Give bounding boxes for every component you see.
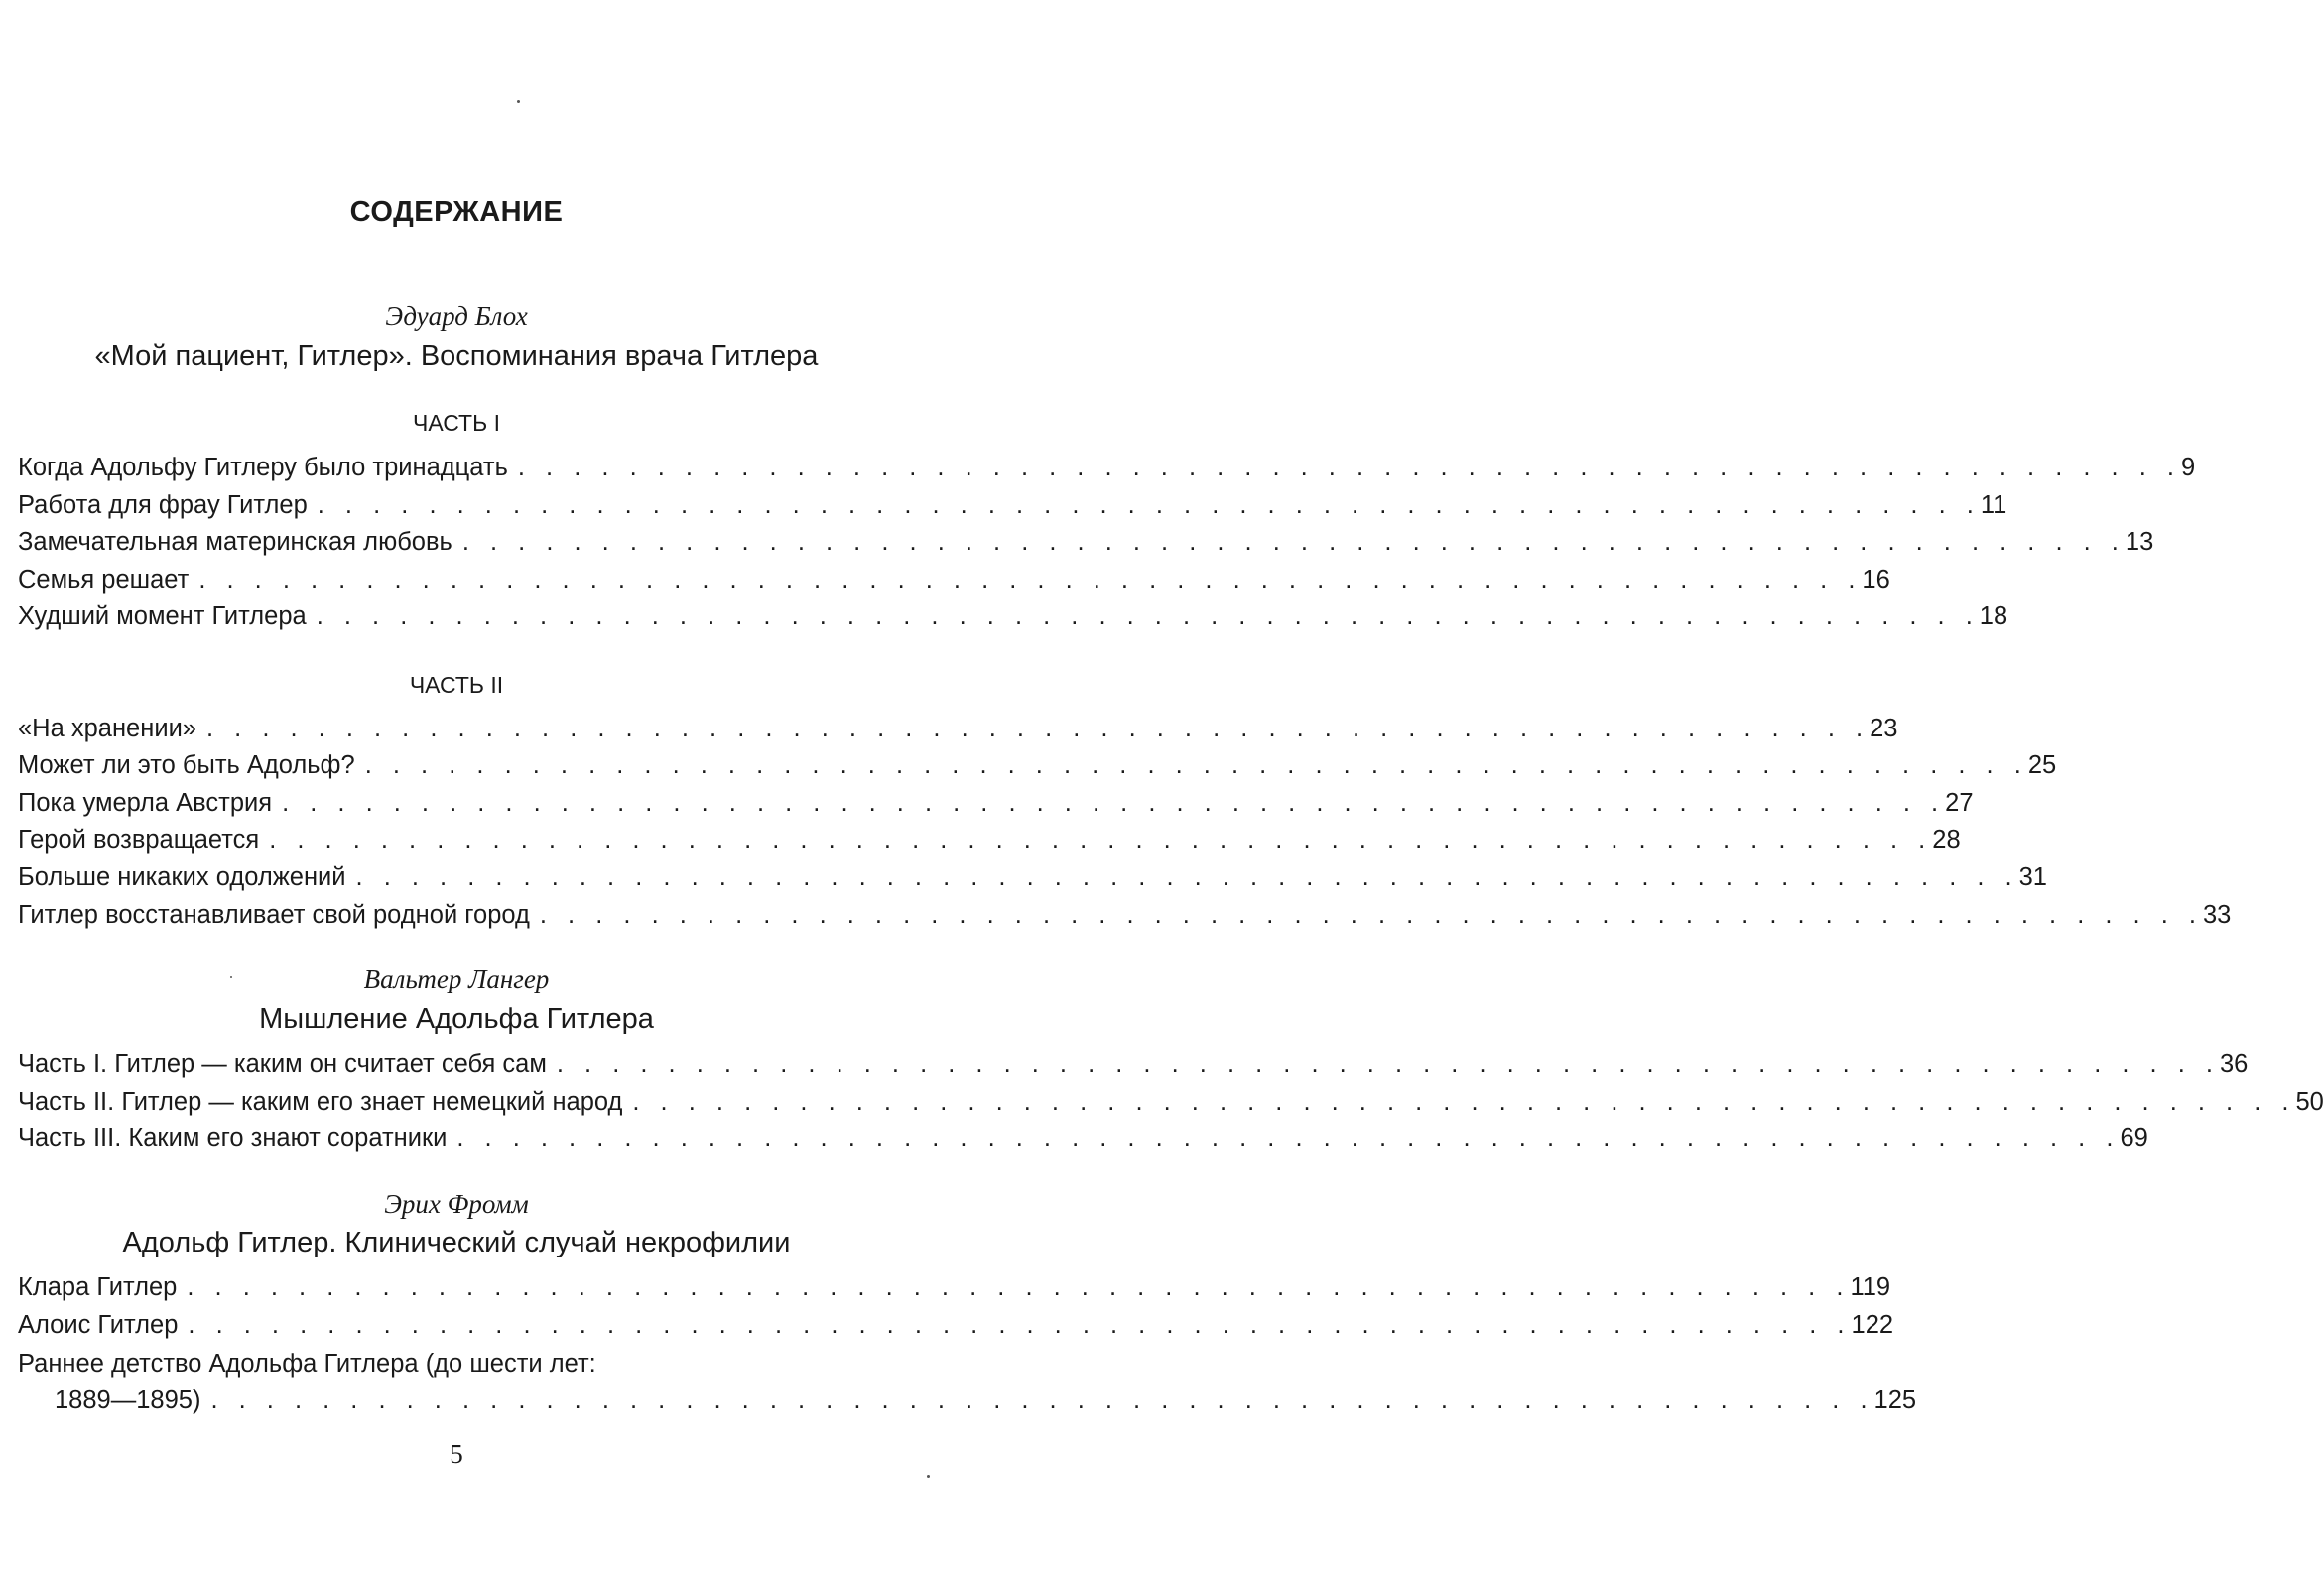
toc-entry-page: 36: [2219, 1050, 2249, 1078]
toc-entry-page: 13: [2125, 528, 2154, 556]
leader-dots: . . . . . . . . . . . . . . . . . . . . . . . . . . . . . . . . . . . . . . . . . . . . . . . . . . . . . . . . . . . .: [364, 751, 2028, 779]
toc-entry[interactable]: [18, 454, 2196, 489]
section-book-title: «Мой пациент, Гитлер». Воспоминания врача Гитлера: [94, 340, 819, 372]
toc-entry-page: 119: [1850, 1273, 1891, 1301]
toc-entry-title: Работа для фрау Гитлер: [18, 491, 308, 519]
toc-entry[interactable]: [18, 1050, 2249, 1086]
toc-entry-title: Худший момент Гитлера: [18, 602, 307, 630]
toc-entry[interactable]: [18, 901, 2232, 937]
toc-entry-title: Алоис Гитлер: [18, 1311, 179, 1339]
print-speck: [927, 1475, 930, 1478]
toc-entry[interactable]: [18, 602, 2008, 638]
section-author: Эдуард Блох: [385, 301, 528, 331]
toc-entry-title: Клара Гитлер: [18, 1273, 178, 1301]
toc-entry-title: Замечательная материнская любовь: [18, 528, 452, 556]
leader-dots: . . . . . . . . . . . . . . . . . . . . . . . . . . . . . . . . . . . . . . . . . . . . . . . . . . . . . . . . . . . .: [282, 789, 1946, 817]
page-number: 5: [450, 1439, 463, 1469]
leader-dots: . . . . . . . . . . . . . . . . . . . . . . . . . . . . . . . . . . . . . . . . . . . . . . . . . . . . . . . . . . . .: [456, 1125, 2121, 1152]
leader-dots: . . . . . . . . . . . . . . . . . . . . . . . . . . . . . . . . . . . . . . . . . . . . . . . . . . . . . . . . . . . .: [188, 1311, 1852, 1339]
section-book-title: Адольф Гитлер. Клинический случай некрофилии: [122, 1227, 791, 1258]
toc-entry-title[interactable]: Раннее детство Адольфа Гитлера (до шести лет:: [18, 1350, 596, 1378]
part-heading: ЧАСТЬ I: [413, 410, 500, 436]
leader-dots: . . . . . . . . . . . . . . . . . . . . . . . . . . . . . . . . . . . . . . . . . . . . . . . . . . . . . . . . . . . .: [198, 566, 1863, 594]
toc-entry-continuation: 1889—1895): [55, 1387, 201, 1414]
toc-entry-page: 11: [1980, 491, 2007, 519]
section-author: Вальтер Лангер: [363, 964, 550, 993]
toc-entry[interactable]: [18, 1273, 1891, 1309]
toc-entry[interactable]: [18, 528, 2154, 564]
toc-entry-page: 69: [2120, 1125, 2148, 1152]
toc-entry[interactable]: [18, 1088, 2324, 1124]
leader-dots: . . . . . . . . . . . . . . . . . . . . . . . . . . . . . . . . . . . . . . . . . . . . . . . . . . . . . . . . . . . .: [539, 901, 2203, 929]
toc-entry-title: Когда Адольфу Гитлеру было тринадцать: [18, 454, 508, 481]
toc-entry-page: 25: [2027, 751, 2057, 779]
toc-entry-page: 33: [2202, 901, 2232, 929]
toc-entry-page: 9: [2180, 454, 2196, 481]
leader-dots: . . . . . . . . . . . . . . . . . . . . . . . . . . . . . . . . . . . . . . . . . . . . . . . . . . . . . . . . . . . .: [317, 491, 1981, 519]
toc-entry-page: 27: [1945, 789, 1974, 817]
section-book-title: Мышление Адольфа Гитлера: [259, 1003, 654, 1035]
leader-dots: . . . . . . . . . . . . . . . . . . . . . . . . . . . . . . . . . . . . . . . . . . . . . . . . . . . . . . . . . . . .: [187, 1273, 1851, 1301]
toc-entry-title: «На хранении»: [18, 715, 196, 742]
leader-dots: . . . . . . . . . . . . . . . . . . . . . . . . . . . . . . . . . . . . . . . . . . . . . . . . . . . . . . . . . . . .: [206, 715, 1871, 742]
toc-entry[interactable]: [55, 1387, 1917, 1422]
toc-entry[interactable]: [18, 715, 1898, 750]
leader-dots: . . . . . . . . . . . . . . . . . . . . . . . . . . . . . . . . . . . . . . . . . . . . . . . . . . . . . . . . . . . .: [355, 863, 2019, 891]
toc-entry-page: 125: [1873, 1387, 1917, 1414]
toc-entry[interactable]: [18, 566, 1890, 601]
toc-entry-title: Герой возвращается: [18, 826, 260, 854]
toc-entry-page: 50: [2295, 1088, 2324, 1116]
toc-entry-title: Часть II. Гитлер — каким его знает немецкий народ: [18, 1088, 623, 1116]
print-speck: [517, 100, 520, 103]
part-heading: ЧАСТЬ II: [409, 672, 504, 698]
toc-entry[interactable]: [18, 751, 2057, 787]
toc-entry-page: 122: [1851, 1311, 1894, 1339]
toc-entry-title: Гитлер восстанавливает свой родной город: [18, 901, 530, 929]
leader-dots: . . . . . . . . . . . . . . . . . . . . . . . . . . . . . . . . . . . . . . . . . . . . . . . . . . . . . . . . . . . .: [210, 1387, 1874, 1414]
toc-entry[interactable]: [18, 826, 1961, 861]
toc-entry-title: Часть III. Каким его знают соратники: [18, 1125, 448, 1152]
contents-title: СОДЕРЖАНИЕ: [349, 197, 564, 228]
leader-dots: . . . . . . . . . . . . . . . . . . . . . . . . . . . . . . . . . . . . . . . . . . . . . . . . . . . . . . . . . . . .: [269, 826, 1933, 854]
toc-entry-page: 18: [1979, 602, 2008, 630]
leader-dots: . . . . . . . . . . . . . . . . . . . . . . . . . . . . . . . . . . . . . . . . . . . . . . . . . . . . . . . . . . . .: [517, 454, 2181, 481]
leader-dots: . . . . . . . . . . . . . . . . . . . . . . . . . . . . . . . . . . . . . . . . . . . . . . . . . . . . . . . . . . . .: [316, 602, 1980, 630]
toc-entry-title: Больше никаких одолжений: [18, 863, 346, 891]
toc-entry[interactable]: [18, 1125, 2148, 1160]
leader-dots: . . . . . . . . . . . . . . . . . . . . . . . . . . . . . . . . . . . . . . . . . . . . . . . . . . . . . . . . . . . .: [461, 528, 2126, 556]
toc-entry[interactable]: [18, 491, 2007, 527]
toc-entry-page: 28: [1932, 826, 1961, 854]
toc-entry-title: Часть I. Гитлер — каким он считает себя сам: [18, 1050, 547, 1078]
toc-entry[interactable]: [18, 863, 2047, 899]
section-author: Эрих Фромм: [384, 1189, 529, 1219]
toc-entry[interactable]: [18, 1311, 1894, 1347]
toc-entry-page: 31: [2018, 863, 2047, 891]
toc-entry-title: Семья решает: [18, 566, 190, 594]
toc-entry-page: 23: [1870, 715, 1898, 742]
leader-dots: . . . . . . . . . . . . . . . . . . . . . . . . . . . . . . . . . . . . . . . . . . . . . . . . . . . . . . . . . . . .: [556, 1050, 2220, 1078]
toc-entry[interactable]: [18, 789, 1974, 825]
toc-entry-title: Пока умерла Австрия: [18, 789, 273, 817]
toc-entry-title: Может ли это быть Адольф?: [18, 751, 355, 779]
leader-dots: . . . . . . . . . . . . . . . . . . . . . . . . . . . . . . . . . . . . . . . . . . . . . . . . . . . . . . . . . . . .: [632, 1088, 2296, 1116]
toc-entry-page: 16: [1862, 566, 1890, 594]
